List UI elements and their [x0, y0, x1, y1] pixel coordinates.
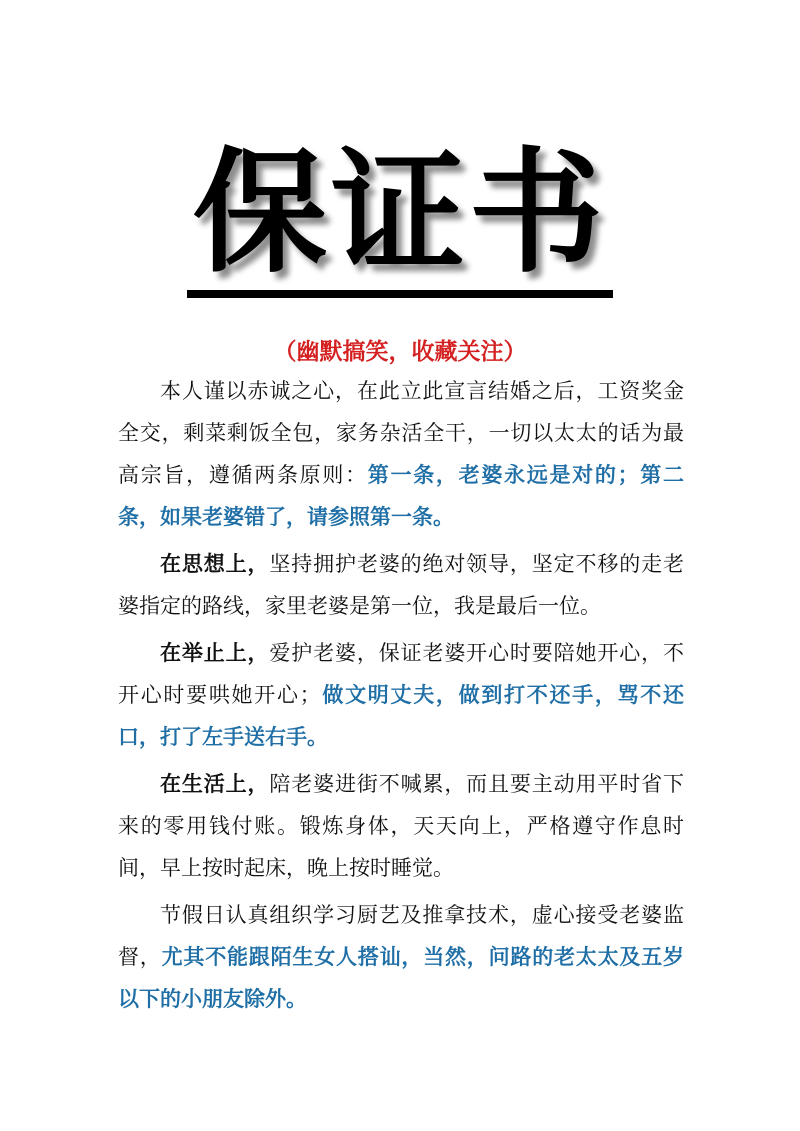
paragraph-behavior — [118, 632, 684, 758]
paragraph-thought — [118, 543, 684, 627]
paragraph-lead: 在举止上， — [160, 640, 270, 665]
paragraph-highlight: 尤其不能跟陌生女人搭讪，当然，问路的老太太及五岁以下的小朋友除外。 — [118, 944, 685, 1011]
paragraph-life — [118, 763, 684, 889]
paragraph-lead: 在生活上， — [160, 771, 270, 796]
paragraph-highlight: 第一条，老婆永远是对的；第二条，如果老婆错了，请参照第一条。 — [118, 462, 685, 529]
paragraph-text: 节假日认真组织学习厨艺及推拿技术，虚心接受老婆监督， — [118, 903, 684, 969]
paragraph-text: 本人谨以赤诚之心，在此立此宣言结婚之后，工资奖金全交，剩菜剩饭全包，家务杂活全干，一切以太太的话为最高宗旨，遵循两条原则： — [118, 379, 684, 487]
document-body — [118, 370, 684, 1025]
paragraph-intro — [118, 370, 684, 538]
title-area — [0, 135, 800, 298]
paragraph-text: 陪老婆进街不喊累，而且要主动用平时省下来的零用钱付账。锻炼身体，天天向上，严格遵守作息时间，早上按时起床，晚上按时睡觉。 — [118, 772, 685, 880]
paragraph-holiday — [118, 894, 684, 1020]
paragraph-text: 坚持拥护老婆的绝对领导，坚定不移的走老婆指定的路线，家里老婆是第一位，我是最后一位。 — [118, 552, 685, 618]
paragraph-highlight: 做文明丈夫，做到打不还手，骂不还口，打了左手送右手。 — [118, 682, 685, 749]
document-title: 保证书 — [187, 138, 613, 298]
paragraph-text: 爱护老婆，保证老婆开心时要陪她开心，不开心时要哄她开心； — [118, 641, 685, 707]
paragraph-lead: 在思想上， — [160, 551, 270, 576]
subtitle: （幽默搞笑，收藏关注） — [273, 338, 527, 365]
